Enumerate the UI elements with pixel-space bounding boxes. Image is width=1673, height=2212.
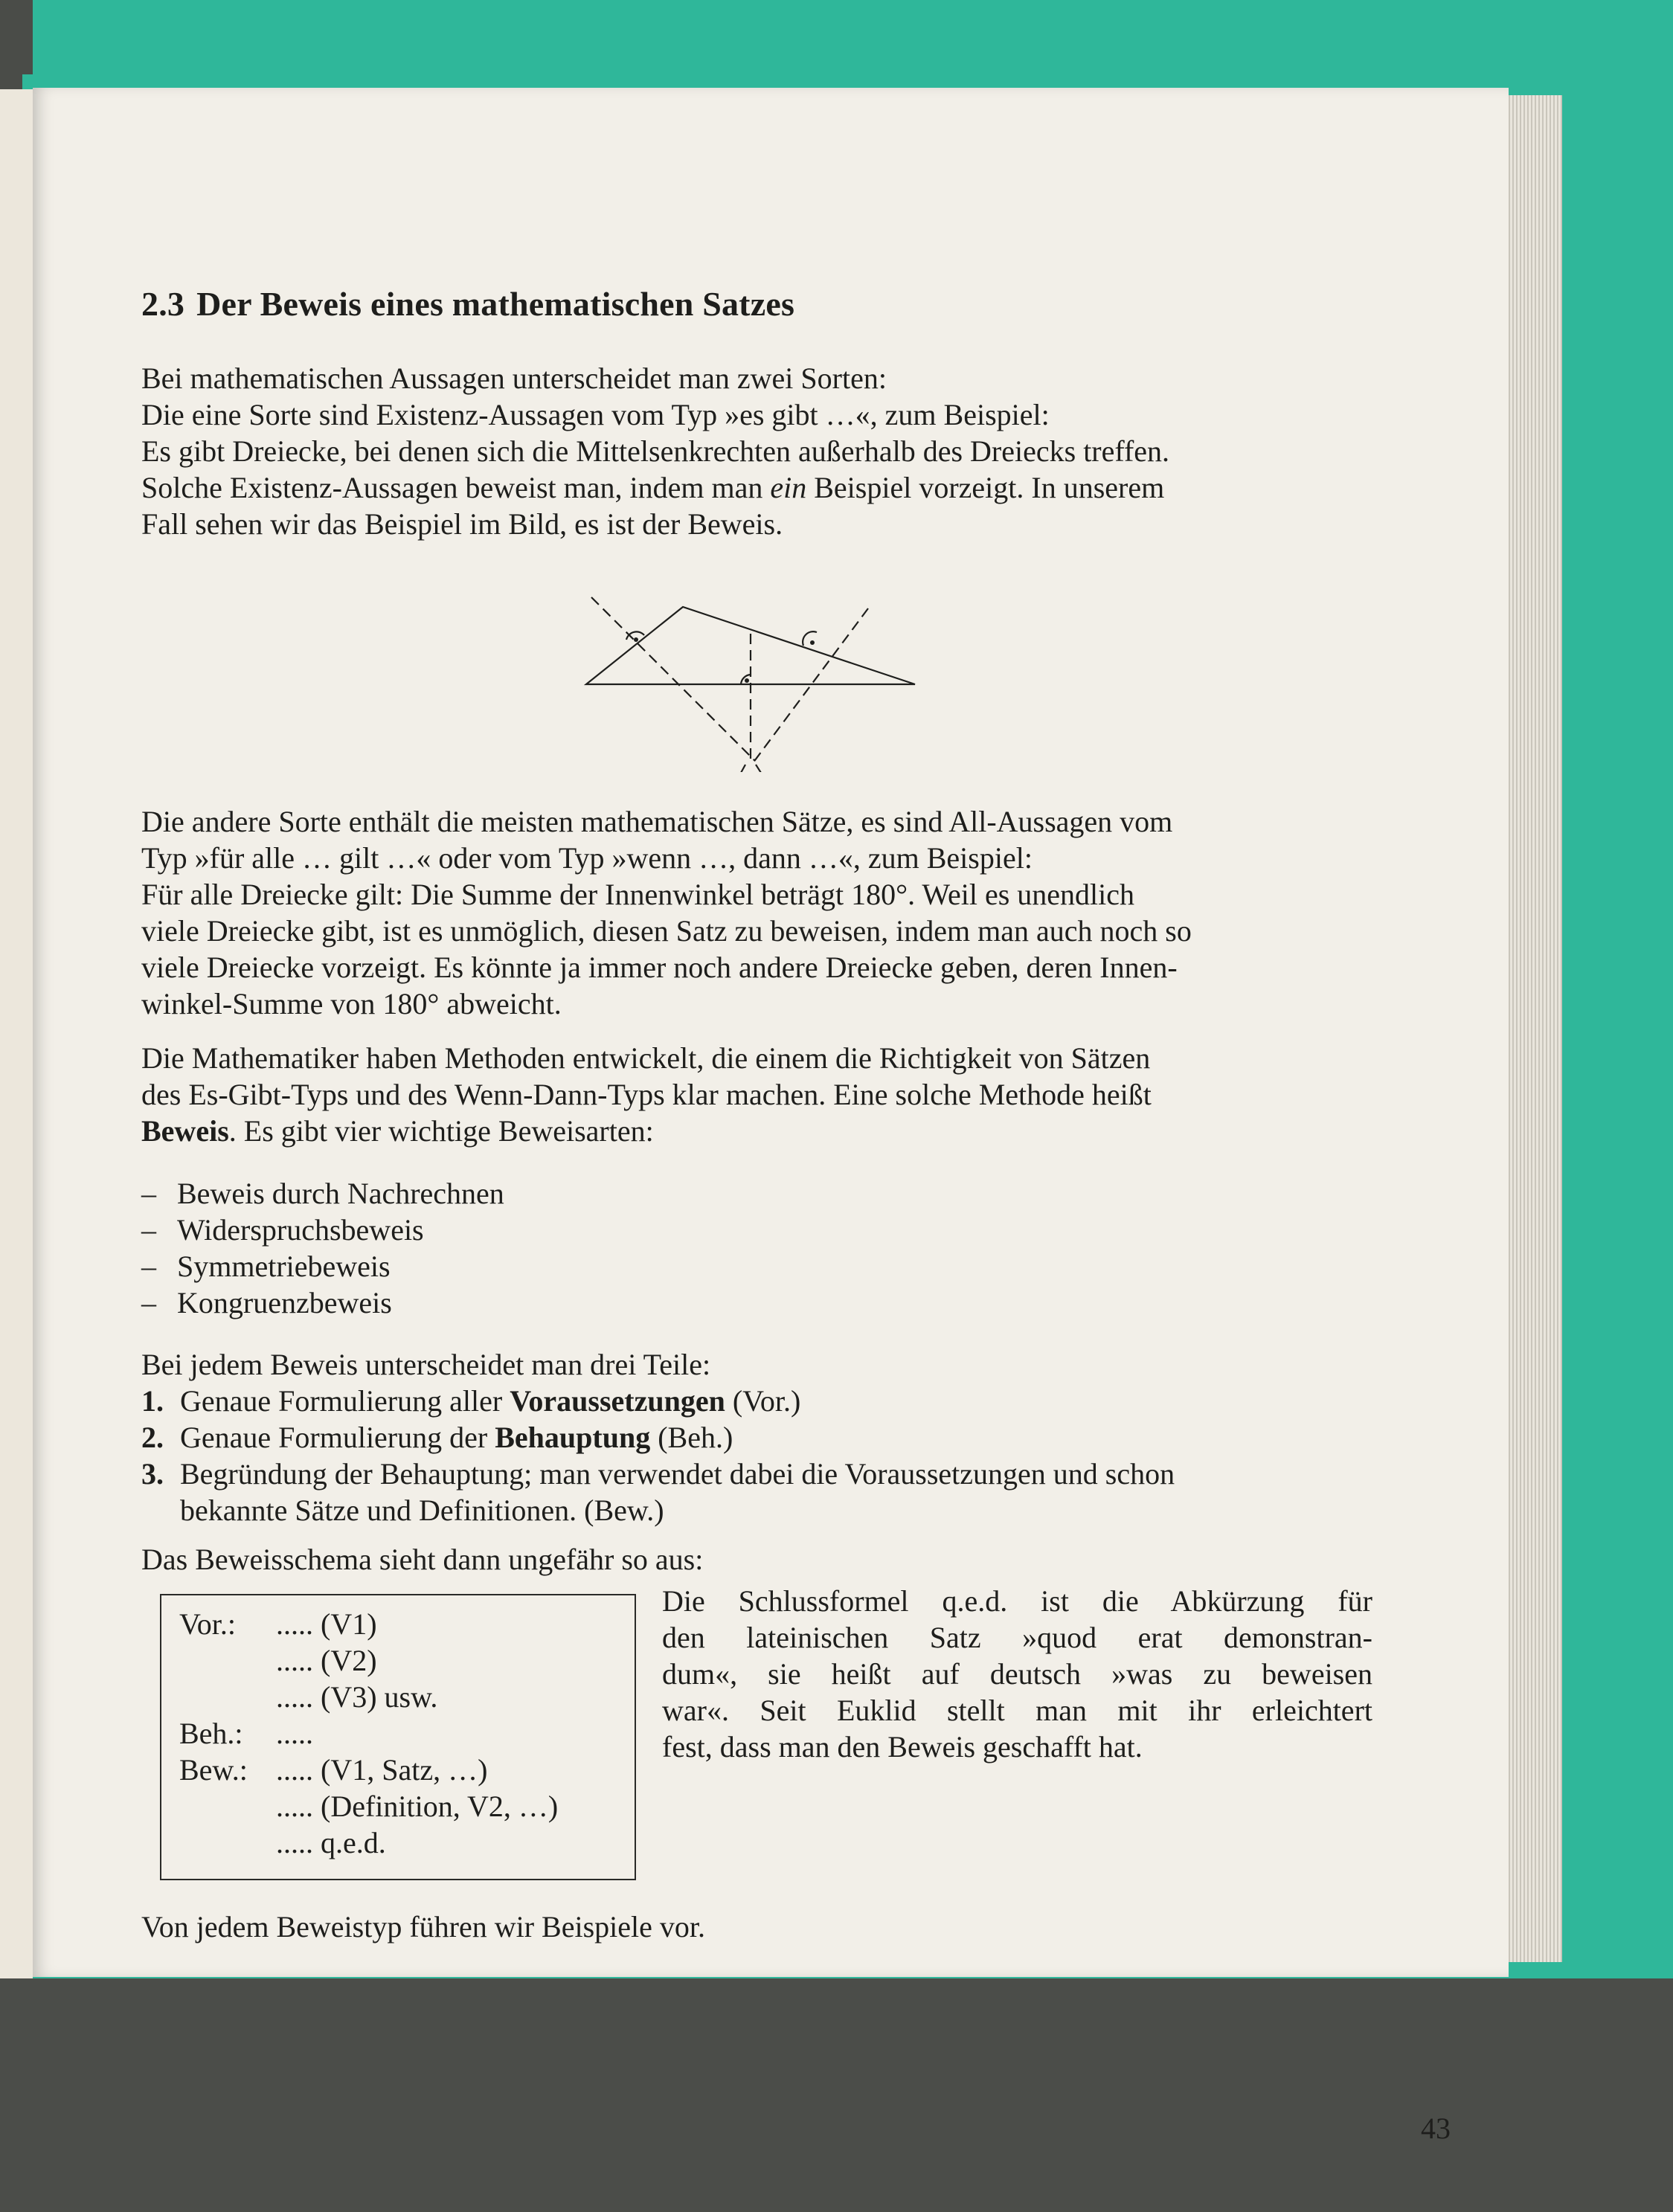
emphasis: ein [770, 471, 807, 504]
schema-row: ..... (V3) usw. [276, 1680, 438, 1714]
text-line: fest, dass man den Beweis geschafft hat. [662, 1730, 1143, 1764]
text-line: Für alle Dreiecke gilt: Die Summe der Innenwinkel beträgt 180°. Weil es unendlich [141, 878, 1134, 911]
text-line: viele Dreiecke gibt, ist es unmöglich, diesen Satz zu beweisen, indem man auch noch so [141, 914, 1192, 948]
schema-intro [141, 1541, 1361, 1578]
angle-dot [810, 640, 815, 645]
text-line: den lateinischen Satz »quod erat demonstran- [662, 1621, 1372, 1654]
section-title: Der Beweis eines mathematischen Satzes [196, 285, 795, 323]
schema-row: Bew.: ..... (V1, Satz, …) [179, 1753, 488, 1787]
previous-page-edge [0, 89, 33, 1978]
section-number: 2.3 [141, 285, 185, 323]
text-line: Die Mathematiker haben Methoden entwickelt, die einem die Richtigkeit von Sätzen [141, 1041, 1151, 1075]
perpendicular-bisector-left [591, 597, 755, 761]
section-heading [141, 284, 794, 324]
text-line: Die andere Sorte enthält die meisten mathematischen Sätze, es sind All-Aussagen vom [141, 805, 1173, 838]
proof-schema-box [160, 1594, 636, 1880]
text-line: Bei mathematischen Aussagen unterscheidet man zwei Sorten: [141, 361, 887, 395]
text-line: Typ »für alle … gilt …« oder vom Typ »wenn …, dann …«, zum Beispiel: [141, 841, 1033, 875]
list-item: 3. Begründung der Behauptung; man verwendet dabei die Voraussetzungen und schon bekannte Sätze und Definitionen. (Bew.) [141, 1457, 1175, 1527]
text-line: Beweis. Es gibt vier wichtige Beweisarten: [141, 1114, 654, 1148]
schema-row: Beh.: ..... [179, 1717, 313, 1750]
list-item: – Kongruenzbeweis [141, 1286, 392, 1319]
list-item: – Symmetriebeweis [141, 1250, 391, 1283]
extension-line [756, 765, 766, 772]
text-line: Fall sehen wir das Beispiel im Bild, es ist der Beweis. [141, 507, 783, 541]
text-line: Es gibt Dreiecke, bei denen sich die Mittelsenkrechten außerhalb des Dreiecks treffen. [141, 434, 1170, 468]
triangle-diagram [580, 571, 930, 772]
all-statements-paragraph [141, 803, 1361, 1022]
schema-row: Vor.: ..... (V1) [179, 1607, 377, 1641]
angle-dot [634, 637, 638, 642]
bold-term: Beweis [141, 1114, 229, 1148]
intro-paragraph [141, 360, 1361, 542]
closing-sentence [141, 1909, 1361, 1945]
angle-dot [745, 678, 749, 683]
list-item: 2. Genaue Formulierung der Behauptung (Beh.) [141, 1421, 733, 1454]
text-line: war«. Seit Euklid stellt man mit ihr erleichtert [662, 1694, 1372, 1727]
text-line: Die Schlussformel q.e.d. ist die Abkürzung für [662, 1584, 1372, 1618]
text-line: Bei jedem Beweis unterscheidet man drei Teile: [141, 1348, 711, 1381]
extension-line [736, 765, 745, 772]
background-bottom [0, 1978, 1673, 2212]
bold-term: Behauptung [495, 1421, 651, 1454]
text-line: des Es-Gibt-Typs und des Wenn-Dann-Typs klar machen. Eine solche Methode heißt [141, 1078, 1152, 1111]
proof-parts [141, 1346, 1361, 1528]
list-item: – Widerspruchsbeweis [141, 1213, 424, 1247]
schema-row: ..... (Definition, V2, …) [276, 1790, 559, 1823]
bold-term: Voraussetzungen [510, 1384, 725, 1418]
schema-row: ..... q.e.d. [276, 1826, 386, 1859]
qed-explanation [662, 1583, 1372, 1765]
list-item: – Beweis durch Nachrechnen [141, 1177, 504, 1210]
text-line: Die eine Sorte sind Existenz-Aussagen vom Typ »es gibt …«, zum Beispiel: [141, 398, 1050, 431]
proof-types-list [141, 1175, 1361, 1321]
text-line: viele Dreiecke vorzeigt. Es könnte ja immer noch andere Dreiecke geben, deren Innen- [141, 951, 1178, 984]
text-line: Solche Existenz-Aussagen beweist man, indem man ein Beispiel vorzeigt. In unserem [141, 471, 1165, 504]
book-page [33, 88, 1509, 2145]
text-line: dum«, sie heißt auf deutsch »was zu beweisen [662, 1657, 1372, 1691]
text-line: Von jedem Beweistyp führen wir Beispiele vor. [141, 1910, 706, 1943]
right-angle-mark [803, 631, 817, 646]
list-item: 1. Genaue Formulierung aller Voraussetzungen (Vor.) [141, 1384, 801, 1418]
methods-paragraph [141, 1040, 1361, 1149]
text-line: Das Beweisschema sieht dann ungefähr so aus: [141, 1543, 704, 1576]
schema-row: ..... (V2) [276, 1644, 377, 1677]
text-line: winkel-Summe von 180° abweicht. [141, 987, 562, 1020]
page-number: 43 [1421, 2112, 1451, 2145]
